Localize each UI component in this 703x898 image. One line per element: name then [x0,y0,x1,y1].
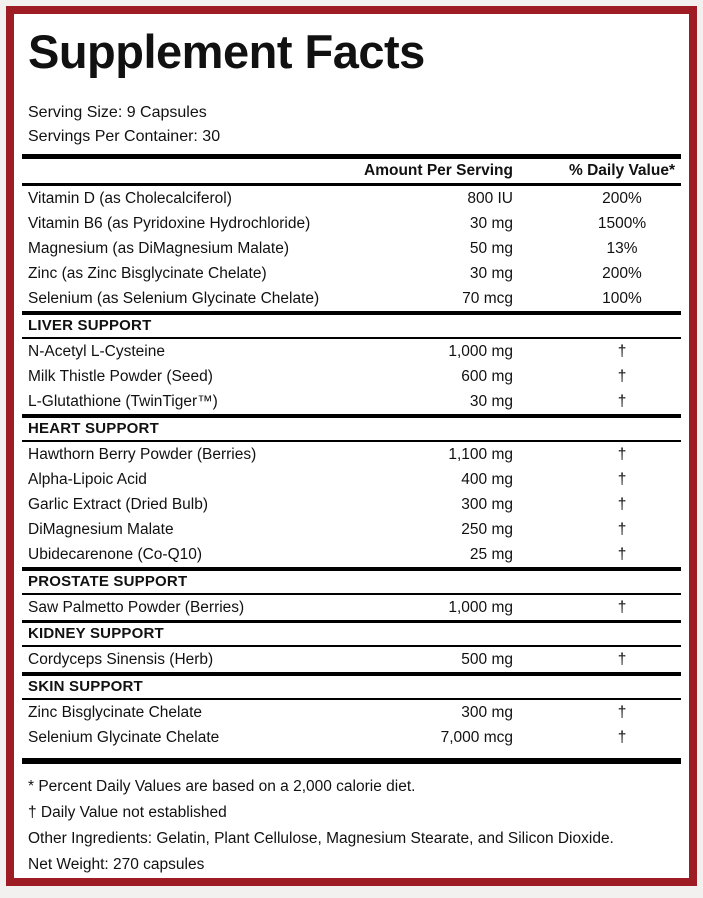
daily-value-dagger: † [617,495,627,513]
ingredient-amount: 7,000 mcg [440,728,513,746]
ingredient-amount: 50 mg [469,239,513,257]
ingredient-name: Hawthorn Berry Powder (Berries) [28,445,257,463]
table-row [22,261,681,286]
ingredient-amount: 1,100 mg [448,445,513,463]
footnotes [22,764,681,878]
ingredient-daily-value: 200% [602,189,642,207]
ingredient-amount: 30 mg [469,214,513,232]
other-ingredients: Other Ingredients: Gelatin, Plant Cellulose, Magnesium Stearate, and Silicon Dioxide. [28,830,614,847]
ingredient-name: Zinc (as Zinc Bisglycinate Chelate) [28,264,267,282]
ingredient-name: Selenium Glycinate Chelate [28,728,220,746]
header-amount-per-serving: Amount Per Serving [364,162,513,179]
ingredient-daily-value: 100% [602,289,642,307]
table-row [22,442,681,467]
ingredient-name: Zinc Bisglycinate Chelate [28,703,203,721]
section-heading-kidney-support: KIDNEY SUPPORT [28,625,164,642]
table-row [22,647,681,672]
ingredient-amount: 500 mg [461,650,513,668]
ingredient-amount: 70 mcg [462,289,513,307]
supplement-facts-label [6,6,697,886]
ingredient-name: Vitamin B6 (as Pyridoxine Hydrochloride) [28,214,311,232]
table-header-row [22,159,681,183]
section-heading-liver-support: LIVER SUPPORT [28,317,152,334]
ingredient-amount: 1,000 mg [448,598,513,616]
ingredient-name: Milk Thistle Powder (Seed) [28,367,213,385]
ingredient-daily-value: 13% [606,239,638,257]
table-row [22,492,681,517]
ingredient-name: DiMagnesium Malate [28,520,174,538]
daily-value-dagger: † [617,392,627,410]
daily-value-dagger: † [617,545,627,563]
footnote-percent-daily-value: * Percent Daily Values are based on a 2,000 calorie diet. [28,778,416,795]
table-row [22,467,681,492]
ingredient-amount: 300 mg [461,703,513,721]
table-row [22,725,681,750]
ingredient-name: Vitamin D (as Cholecalciferol) [28,189,232,207]
table-row [22,236,681,261]
ingredient-name: Garlic Extract (Dried Bulb) [28,495,209,513]
daily-value-dagger: † [617,367,627,385]
daily-value-dagger: † [617,470,627,488]
ingredient-name: Ubidecarenone (Co-Q10) [28,545,203,563]
ingredient-name: Alpha-Lipoic Acid [28,470,147,488]
header-daily-value: % Daily Value* [569,162,675,179]
daily-value-dagger: † [617,342,627,360]
table-row [22,389,681,414]
footnote-daily-value-not-established: † Daily Value not established [28,804,227,821]
section-heading-skin-support: SKIN SUPPORT [28,678,143,695]
daily-value-dagger: † [617,703,627,721]
ingredient-name: L-Glutathione (TwinTiger™) [28,392,218,410]
ingredient-name: Saw Palmetto Powder (Berries) [28,598,245,616]
daily-value-dagger: † [617,598,627,616]
daily-value-dagger: † [617,650,627,668]
ingredient-amount: 400 mg [461,470,513,488]
ingredient-daily-value: 1500% [597,214,647,232]
ingredient-name: Cordyceps Sinensis (Herb) [28,650,214,668]
ingredient-daily-value: 200% [602,264,642,282]
ingredient-name: Selenium (as Selenium Glycinate Chelate) [28,289,320,307]
ingredient-amount: 600 mg [461,367,513,385]
ingredient-amount: 30 mg [469,264,513,282]
servings-per-container: Servings Per Container: 30 [28,128,221,145]
serving-size: Serving Size: 9 Capsules [28,104,207,121]
table-row [22,517,681,542]
ingredient-name: Magnesium (as DiMagnesium Malate) [28,239,290,257]
daily-value-dagger: † [617,445,627,463]
ingredient-amount: 800 IU [467,189,513,207]
ingredient-name: N-Acetyl L-Cysteine [28,342,165,360]
table-row [22,286,681,311]
ingredient-amount: 1,000 mg [448,342,513,360]
daily-value-dagger: † [617,728,627,746]
daily-value-dagger: † [617,520,627,538]
table-row [22,364,681,389]
section-heading-heart-support: HEART SUPPORT [28,420,159,437]
table-row [22,339,681,364]
table-row [22,211,681,236]
section-heading-prostate-support: PROSTATE SUPPORT [28,573,188,590]
ingredient-amount: 30 mg [469,392,513,410]
table-row [22,542,681,567]
table-row [22,186,681,211]
ingredient-amount: 25 mg [469,545,513,563]
table-row [22,595,681,620]
ingredient-amount: 300 mg [461,495,513,513]
label-title: Supplement Facts [28,25,425,78]
table-row [22,700,681,725]
net-weight: Net Weight: 270 capsules [28,856,205,873]
ingredient-amount: 250 mg [461,520,513,538]
